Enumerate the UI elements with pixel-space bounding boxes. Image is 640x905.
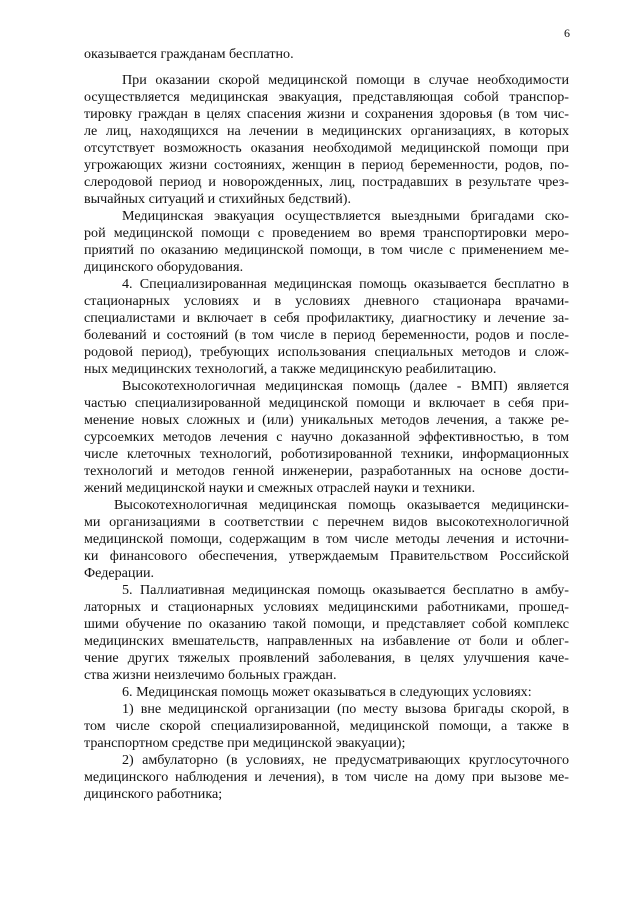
text-line: Федерации. — [84, 565, 155, 581]
text-line: вычайных ситуаций и стихийных бедствий). — [84, 191, 351, 207]
text-line: латорных и стационарных условиях медицинскими работниками, прошед- — [84, 599, 569, 615]
text-line: медицинских вмешательств, направленных на избавление от боли и облег- — [84, 633, 569, 649]
text-line: 4. Специализированная медицинская помощь оказывается бесплатно в — [122, 276, 569, 292]
text-line: угрожающих жизни состояниях, женщин в период беременности, родов, по- — [84, 157, 569, 173]
text-line: ле лиц, находящихся на лечении в медицинских организациях, в которых — [84, 123, 569, 139]
text-line: медицинского наблюдения и лечения), в том числе на дому при вызове ме- — [84, 769, 569, 785]
text-line: 1) вне медицинской организации (по месту вызова бригады скорой, в — [122, 701, 569, 717]
text-line: тировку граждан в целях спасения жизни и сохранения здоровья (в том чис- — [84, 106, 569, 122]
text-line: транспортном средстве при медицинской эвакуации); — [84, 735, 406, 751]
text-line: дицинского работника; — [84, 786, 223, 802]
text-line: Высокотехнологичная медицинская помощь оказывается медицински- — [114, 497, 569, 513]
text-line: менение новых сложных и (или) уникальных методов лечения, а также ре- — [84, 412, 569, 428]
text-line: медицинской помощи, содержащим в том числе методы лечения и источни- — [84, 531, 569, 547]
text-line: сурсоемких методов лечения с научно доказанной эффективностью, в том — [84, 429, 569, 445]
text-line: Высокотехнологичная медицинская помощь (далее - ВМП) является — [122, 378, 569, 394]
text-line: технологий и методов генной инженерии, разработанных на основе дости- — [84, 463, 569, 479]
text-line: дицинского оборудования. — [84, 259, 244, 275]
page-number: 6 — [564, 26, 570, 40]
text-line: том числе скорой специализированной, медицинской помощи, а также в — [84, 718, 569, 734]
text-line: 6. Медицинская помощь может оказываться в следующих условиях: — [122, 684, 532, 700]
text-line: осуществляется медицинская эвакуация, представляющая собой транспор- — [84, 89, 569, 105]
text-line: приятий по оказанию медицинской помощи, в том числе с применением ме- — [84, 242, 569, 258]
text-line: ки финансового обеспечения, утверждаемым Правительством Российской — [84, 548, 569, 564]
text-line: стационарных условиях и в условиях дневного стационара врачами- — [84, 293, 569, 309]
text-line: 2) амбулаторно (в условиях, не предусматривающих круглосуточного — [122, 752, 569, 768]
text-line: чение других тяжелых проявлений заболевания, в целях улучшения каче- — [84, 650, 569, 666]
text-line: ми организациями в соответствии с перечнем видов высокотехнологичной — [84, 514, 569, 530]
text-line: ных медицинских технологий, а также медицинскую реабилитацию. — [84, 361, 497, 377]
text-line: специалистами и включает в себя профилактику, диагностику и лечение за- — [84, 310, 569, 326]
text-line: болеваний и состояний (в том числе в период беременности, родов и после- — [84, 327, 569, 343]
text-line: жений медицинской науки и смежных отраслей науки и техники. — [84, 480, 476, 496]
text-line: рой медицинской помощи с проведением во время транспортировки меро- — [84, 225, 569, 241]
text-line: отсутствует возможность оказания необходимой медицинской помощи при — [84, 140, 569, 156]
text-line: 5. Паллиативная медицинская помощь оказывается бесплатно в амбу- — [122, 582, 569, 598]
text-line: Медицинская эвакуация осуществляется выездными бригадами ско- — [122, 208, 569, 224]
text-line: При оказании скорой медицинской помощи в случае необходимости — [122, 72, 569, 88]
text-line: оказывается гражданам бесплатно. — [84, 46, 294, 62]
text-line: шими обучение по оказанию такой помощи, и представляет собой комплекс — [84, 616, 569, 632]
text-line: ства жизни неизлечимо больных граждан. — [84, 667, 337, 683]
text-line: числе клеточных технологий, роботизированной техники, информационных — [84, 446, 569, 462]
text-line: слеродовой период и новорожденных, лиц, пострадавших в результате чрез- — [84, 174, 569, 190]
text-line: частью специализированной медицинской помощи и включает в себя при- — [84, 395, 569, 411]
text-line: родовой период), требующих использования специальных методов и слож- — [84, 344, 569, 360]
